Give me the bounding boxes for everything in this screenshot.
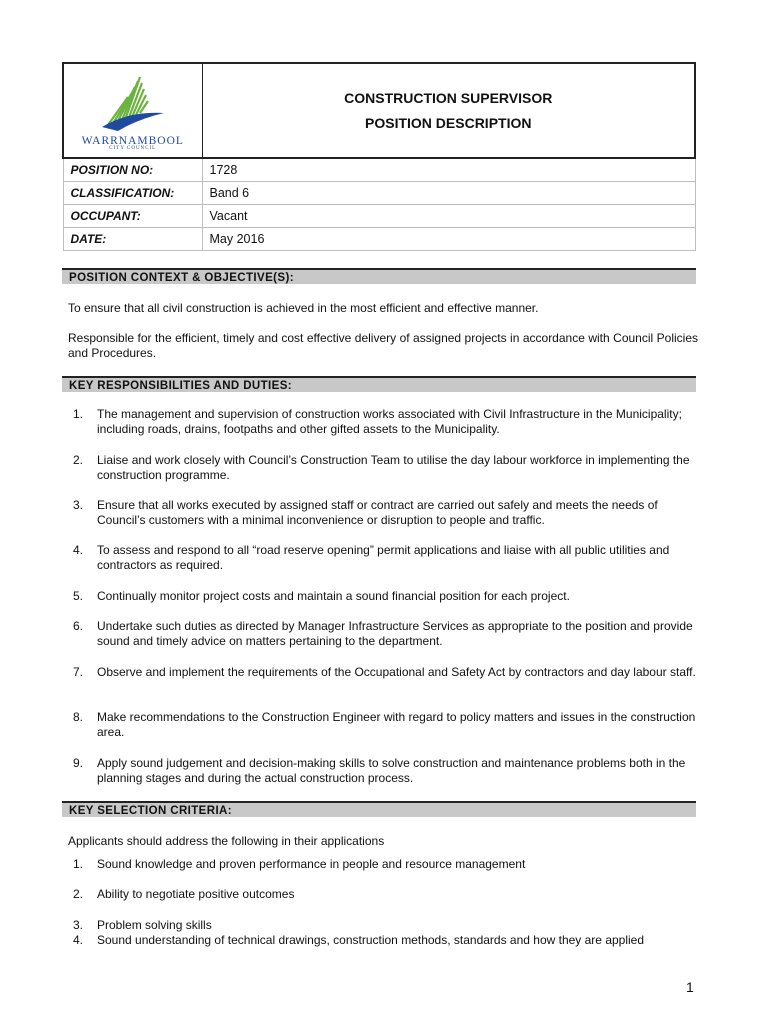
item-number: 2. — [73, 887, 84, 901]
logo-subtitle: CITY COUNCIL — [109, 145, 157, 151]
item-number: 1. — [73, 407, 84, 421]
item-number: 1. — [73, 857, 84, 871]
item-number: 7. — [73, 665, 84, 679]
detail-row — [63, 228, 695, 251]
detail-row — [63, 182, 695, 205]
item-text: Sound knowledge and proven performance in people and resource management — [97, 857, 526, 871]
item-text: Undertake such duties as directed by Manager Infrastructure Services as appropriate to the position and provide sound and timely advice on matters pertaining to the department. — [97, 619, 693, 648]
detail-label: DATE: — [63, 228, 202, 251]
detail-value: Band 6 — [202, 182, 695, 205]
detail-label: POSITION NO: — [63, 158, 202, 182]
item-number: 5. — [73, 589, 84, 603]
detail-value: Vacant — [202, 205, 695, 228]
logo-name: WARRNAMBOOL — [81, 134, 184, 147]
item-text: Ability to negotiate positive outcomes — [97, 887, 295, 901]
document-title: CONSTRUCTION SUPERVISOR — [344, 89, 553, 106]
detail-value: May 2016 — [202, 228, 695, 251]
item-number: 4. — [73, 543, 84, 557]
item-text: Make recommendations to the Construction Engineer with regard to policy matters and issues in the construction area. — [97, 710, 696, 739]
item-number: 8. — [73, 710, 84, 724]
item-text: To assess and respond to all “road reserve opening” permit applications and liaise with all public utilities and contractors as required. — [97, 543, 670, 572]
item-text: Observe and implement the requirements of the Occupational and Safety Act by contractors and day labour staff. — [97, 665, 696, 679]
criteria-intro: Applicants should address the following in their applications — [68, 834, 385, 848]
item-number: 4. — [73, 933, 84, 947]
item-number: 3. — [73, 498, 84, 512]
logo-cell — [63, 63, 202, 158]
context-paragraph: Responsible for the efficient, timely and cost effective delivery of assigned projects in accordance with Council Policies and Procedures. — [68, 331, 698, 360]
criteria-heading: KEY SELECTION CRITERIA: — [62, 801, 696, 817]
header-table — [62, 62, 696, 251]
detail-label: OCCUPANT: — [63, 205, 202, 228]
item-text: Ensure that all works executed by assigned staff or contract are carried out safely and meets the needs of Council’s customers with a minimal inconvenience or disruption to people and traffic. — [97, 498, 658, 527]
context-paragraph: To ensure that all civil construction is achieved in the most efficient and effective manner. — [68, 301, 539, 315]
item-number: 6. — [73, 619, 84, 633]
detail-row — [63, 205, 695, 228]
page-number: 1 — [686, 979, 694, 995]
council-logo-icon — [98, 75, 168, 135]
document-subtitle: POSITION DESCRIPTION — [365, 114, 532, 131]
item-number: 3. — [73, 918, 84, 932]
context-heading: POSITION CONTEXT & OBJECTIVE(S): — [62, 268, 696, 284]
title-cell — [202, 63, 695, 158]
detail-row — [63, 158, 695, 182]
item-text: Sound understanding of technical drawings, construction methods, standards and how they are applied — [97, 933, 645, 947]
item-number: 2. — [73, 453, 84, 467]
item-text: Liaise and work closely with Council’s Construction Team to utilise the day labour workforce in implementing the construction programme. — [97, 453, 690, 482]
item-number: 9. — [73, 756, 84, 770]
item-text: The management and supervision of construction works associated with Civil Infrastructure in the Municipality; including roads, drains, footpaths and other gifted assets to the Municipality. — [97, 407, 682, 436]
detail-value: 1728 — [202, 158, 695, 182]
item-text: Apply sound judgement and decision-making skills to solve construction and maintenance problems both in the planning stages and during the actual construction process. — [97, 756, 686, 785]
duties-heading: KEY RESPONSIBILITIES AND DUTIES: — [62, 376, 696, 392]
detail-label: CLASSIFICATION: — [63, 182, 202, 205]
item-text: Continually monitor project costs and maintain a sound financial position for each project. — [97, 589, 570, 603]
item-text: Problem solving skills — [97, 918, 212, 932]
